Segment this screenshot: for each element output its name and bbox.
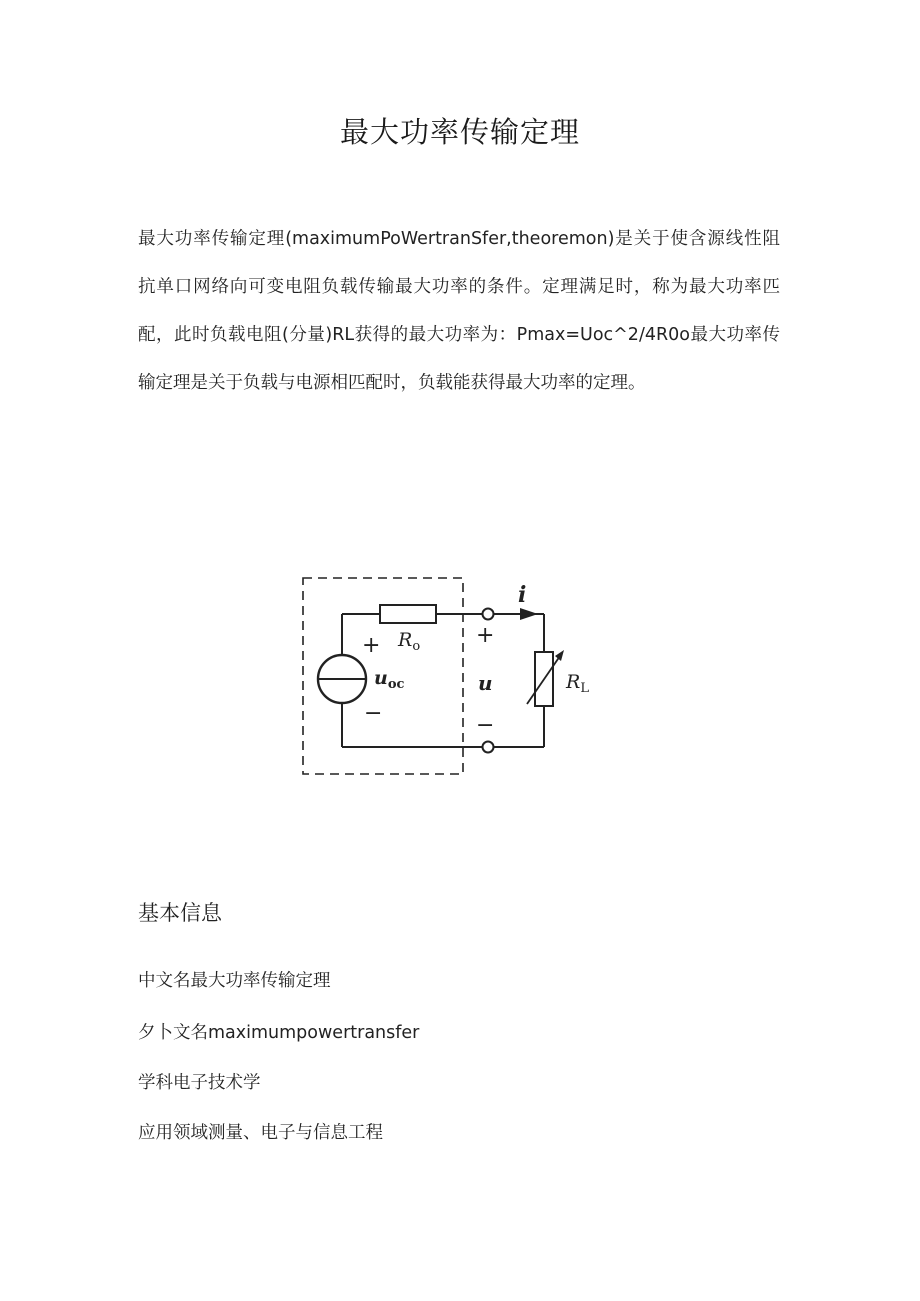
voltage-label: u [478,671,493,695]
current-arrow [520,608,538,620]
info-row-foreign-name [138,1019,419,1044]
info-row-subject [138,1069,261,1094]
source-minus: − [364,701,383,726]
basic-info-heading: 基本信息 [138,901,222,925]
terminal-bottom [483,742,494,753]
variable-arrow-head [555,650,564,661]
info-value: maximumpowertransfer [208,1023,420,1043]
internal-resistor-label: $R_o$ [398,629,421,654]
info-label: 夕卜文名 [138,1023,208,1043]
terminal-minus: − [476,713,495,738]
info-row-chinese-name [138,967,331,992]
terminal-plus: + [476,623,495,648]
info-label: 中文名 [138,971,191,991]
intro-paragraph: 最大功率传输定理(maximumPoWertranSfer,theoremon)是关于使含源线性阻抗单口网络向可变电阻负载传输最大功率的条件。定理满足时，称为最大功率匹配，此时负载电阻(分量)RL获得的最大功率为：Pmax=Uoc^2/4R0o最大功率传输定理是关于负载与电源相匹配时，负载能获得最大功率的定理。 [138,229,780,393]
info-label: 学科 [138,1073,173,1093]
current-label: i [518,582,527,608]
page-title: 最大功率传输定理 [339,115,580,149]
load-resistor-label: $R_L$ [566,671,589,696]
internal-resistor [380,605,436,623]
info-label: 应用领域 [138,1123,208,1143]
info-value: 测量、电子与信息工程 [208,1123,383,1143]
info-value: 电子技术学 [173,1073,261,1093]
source-label: $u_{oc}$ [374,667,405,692]
info-value: 最大功率传输定理 [190,971,331,991]
info-row-application [138,1119,383,1144]
terminal-top [483,609,494,620]
circuit-diagram [294,572,606,782]
source-plus: + [362,633,381,658]
